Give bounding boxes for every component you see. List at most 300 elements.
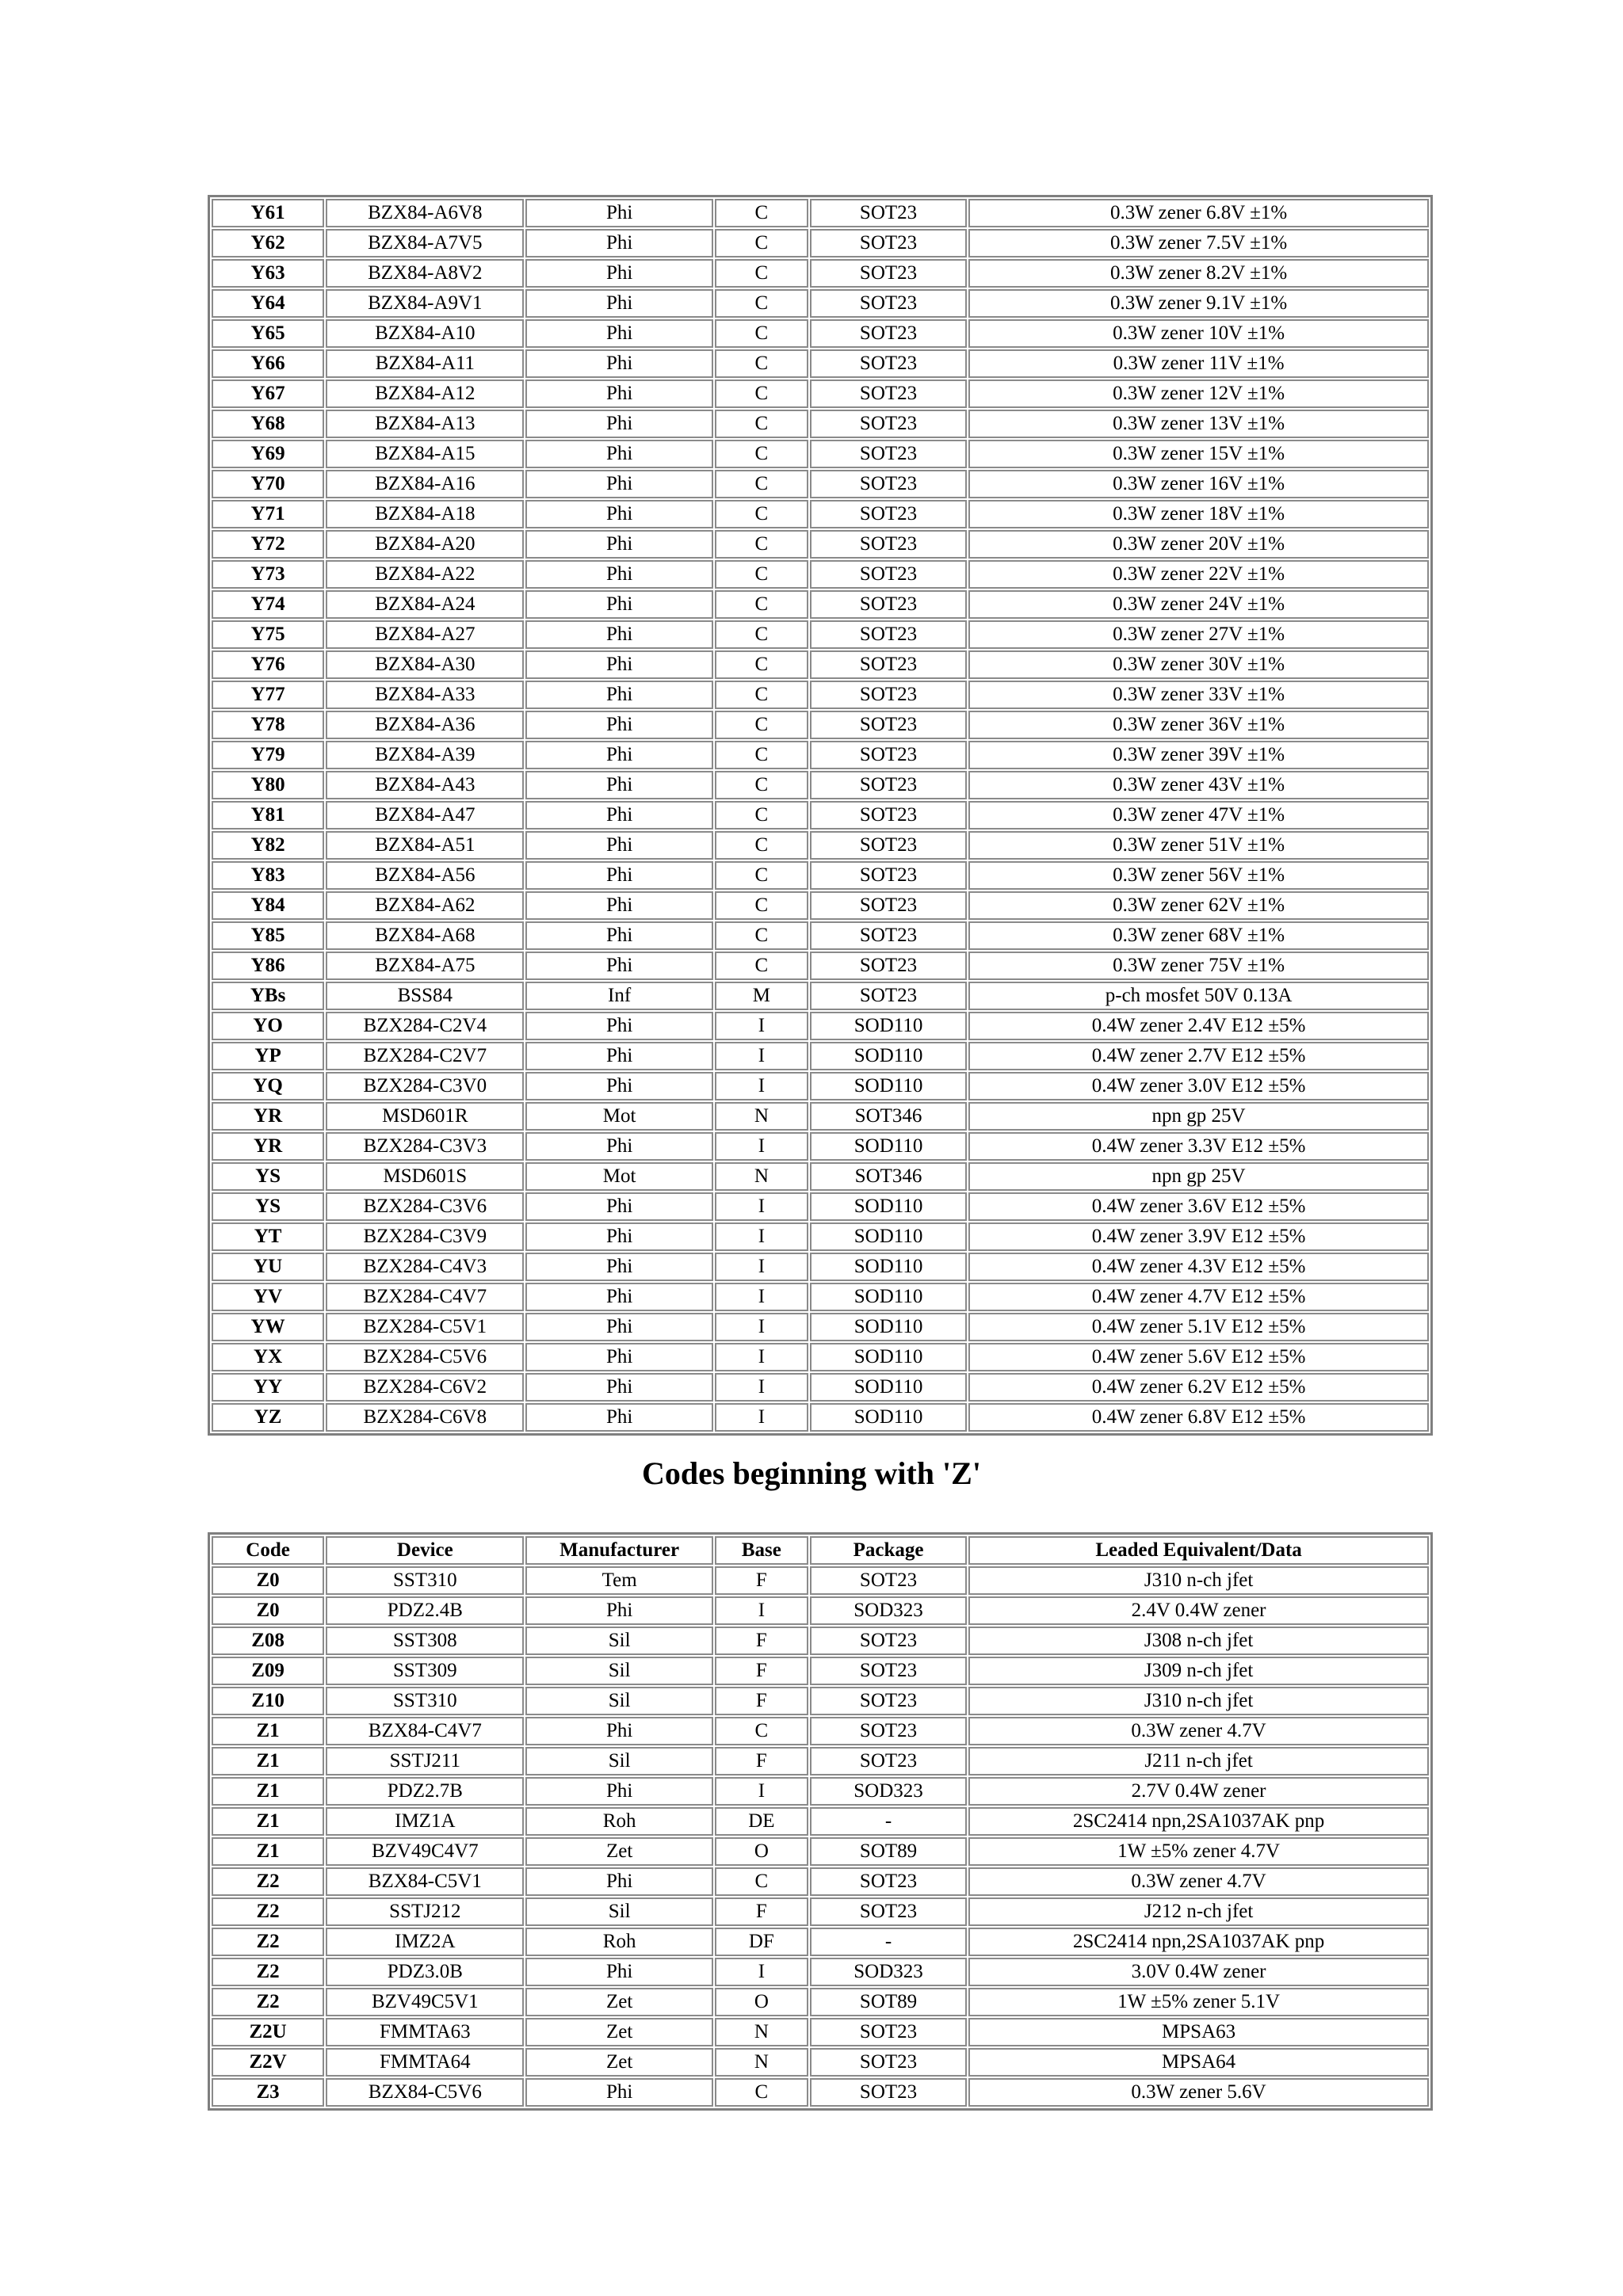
manufacturer-cell: Sil [525,1687,712,1715]
base-cell: C [715,1717,808,1745]
data-cell: J309 n-ch jfet [968,1657,1429,1685]
device-cell: BZX84-A68 [326,921,524,950]
package-cell: SOT23 [810,1867,967,1896]
base-cell: M [715,982,808,1010]
manufacturer-cell: Phi [525,952,712,980]
data-cell: 2.7V 0.4W zener [968,1777,1429,1806]
device-cell: BZX84-A9V1 [326,289,524,318]
table-row [212,2078,1429,2107]
device-cell: PDZ3.0B [326,1958,524,1986]
base-cell: O [715,1837,808,1866]
base-cell: C [715,470,808,498]
code-cell: Y80 [212,771,324,799]
data-cell: 0.3W zener 6.8V ±1% [968,199,1429,227]
code-cell: Y61 [212,199,324,227]
device-cell: BZV49C5V1 [326,1988,524,2016]
code-cell: Y77 [212,681,324,709]
header-code: Code [212,1536,324,1565]
device-cell: BZX84-A8V2 [326,259,524,288]
table-row [212,289,1429,318]
base-cell: C [715,349,808,378]
package-cell: SOT23 [810,289,967,318]
package-cell: SOT23 [810,2018,967,2046]
base-cell: F [715,1687,808,1715]
data-cell: J212 n-ch jfet [968,1897,1429,1926]
data-cell: 0.3W zener 22V ±1% [968,560,1429,589]
data-cell: 0.3W zener 75V ±1% [968,952,1429,980]
code-cell: Z1 [212,1747,324,1775]
table-row [212,1657,1429,1685]
base-cell: I [715,1958,808,1986]
device-cell: BZX84-C4V7 [326,1717,524,1745]
package-cell: SOT23 [810,831,967,860]
package-cell: SOT23 [810,1747,967,1775]
base-cell: F [715,1897,808,1926]
base-cell: C [715,2078,808,2107]
data-cell: 0.4W zener 5.1V E12 ±5% [968,1313,1429,1341]
base-cell: I [715,1313,808,1341]
data-cell: 0.4W zener 3.3V E12 ±5% [968,1132,1429,1161]
code-cell: Z09 [212,1657,324,1685]
table-row [212,530,1429,559]
base-cell: I [715,1253,808,1281]
data-cell: 0.4W zener 3.6V E12 ±5% [968,1192,1429,1221]
data-cell: 0.4W zener 3.0V E12 ±5% [968,1072,1429,1100]
device-cell: BZX84-A30 [326,650,524,679]
data-cell: 0.3W zener 9.1V ±1% [968,289,1429,318]
base-cell: C [715,681,808,709]
code-cell: YO [212,1012,324,1040]
manufacturer-cell: Phi [525,2078,712,2107]
base-cell: C [715,560,808,589]
code-cell: YR [212,1102,324,1131]
table-row [212,1596,1429,1625]
header-leaded-equivalent: Leaded Equivalent/Data [968,1536,1429,1565]
table-row [212,349,1429,378]
device-cell: BZX84-A33 [326,681,524,709]
package-cell: SOD323 [810,1596,967,1625]
package-cell: SOT23 [810,650,967,679]
manufacturer-cell: Phi [525,1343,712,1371]
manufacturer-cell: Roh [525,1807,712,1836]
device-cell: SSTJ211 [326,1747,524,1775]
manufacturer-cell: Phi [525,440,712,468]
data-cell: 0.3W zener 5.6V [968,2078,1429,2107]
package-cell: SOT23 [810,229,967,257]
table-row [212,741,1429,769]
manufacturer-cell: Phi [525,741,712,769]
device-cell: BZX284-C3V6 [326,1192,524,1221]
code-cell: Y71 [212,500,324,528]
base-cell: I [715,1072,808,1100]
data-cell: 2.4V 0.4W zener [968,1596,1429,1625]
package-cell: SOT23 [810,2048,967,2077]
base-cell: C [715,650,808,679]
manufacturer-cell: Phi [525,289,712,318]
code-cell: Y86 [212,952,324,980]
code-cell: Y64 [212,289,324,318]
code-cell: Y67 [212,379,324,408]
package-cell: SOT346 [810,1102,967,1131]
data-cell: 0.3W zener 30V ±1% [968,650,1429,679]
code-cell: Z3 [212,2078,324,2107]
manufacturer-cell: Phi [525,1403,712,1432]
code-cell: Z2 [212,1897,324,1926]
table-row [212,1132,1429,1161]
table-row [212,771,1429,799]
device-cell: BZX284-C4V7 [326,1283,524,1311]
device-cell: IMZ1A [326,1807,524,1836]
base-cell: C [715,319,808,348]
y-codes-table [208,195,1433,1436]
code-cell: YW [212,1313,324,1341]
code-cell: YBs [212,982,324,1010]
table-row [212,1373,1429,1402]
manufacturer-cell: Phi [525,1867,712,1896]
device-cell: BZX84-A22 [326,560,524,589]
package-cell: SOT23 [810,319,967,348]
header-device: Device [326,1536,524,1565]
package-cell: SOT23 [810,861,967,890]
device-cell: BZX84-A12 [326,379,524,408]
data-cell: MPSA64 [968,2048,1429,2077]
table-row [212,861,1429,890]
table-row [212,831,1429,860]
code-cell: Y70 [212,470,324,498]
manufacturer-cell: Phi [525,1222,712,1251]
data-cell: 0.4W zener 2.7V E12 ±5% [968,1042,1429,1070]
package-cell: SOD110 [810,1012,967,1040]
code-cell: Y74 [212,590,324,619]
table-row [212,199,1429,227]
table-row [212,1072,1429,1100]
table-row [212,1717,1429,1745]
base-cell: F [715,1657,808,1685]
device-cell: BZX284-C3V0 [326,1072,524,1100]
header-package: Package [810,1536,967,1565]
manufacturer-cell: Phi [525,891,712,920]
table-row [212,681,1429,709]
manufacturer-cell: Phi [525,1192,712,1221]
base-cell: C [715,861,808,890]
table-row [212,711,1429,739]
manufacturer-cell: Phi [525,1373,712,1402]
device-cell: BZX284-C4V3 [326,1253,524,1281]
table-row [212,229,1429,257]
package-cell: SOD110 [810,1343,967,1371]
manufacturer-cell: Phi [525,801,712,830]
code-cell: YT [212,1222,324,1251]
device-cell: SST310 [326,1566,524,1595]
table-row [212,1102,1429,1131]
manufacturer-cell: Phi [525,831,712,860]
z-codes-table [208,1532,1433,2111]
device-cell: BZX84-A39 [326,741,524,769]
table-row [212,1343,1429,1371]
manufacturer-cell: Phi [525,530,712,559]
base-cell: C [715,229,808,257]
device-cell: SST309 [326,1657,524,1685]
device-cell: FMMTA64 [326,2048,524,2077]
table-row [212,259,1429,288]
base-cell: C [715,440,808,468]
device-cell: BZX84-A18 [326,500,524,528]
manufacturer-cell: Zet [525,1988,712,2016]
data-cell: 0.3W zener 15V ±1% [968,440,1429,468]
manufacturer-cell: Phi [525,410,712,438]
code-cell: Y85 [212,921,324,950]
z-codes-table-body [212,1566,1429,2107]
data-cell: 0.3W zener 16V ±1% [968,470,1429,498]
table-row [212,952,1429,980]
y-codes-table-body [212,199,1429,1432]
manufacturer-cell: Phi [525,771,712,799]
code-cell: Y69 [212,440,324,468]
manufacturer-cell: Phi [525,711,712,739]
data-cell: 0.3W zener 20V ±1% [968,530,1429,559]
code-cell: Z10 [212,1687,324,1715]
base-cell: C [715,590,808,619]
data-cell: npn gp 25V [968,1102,1429,1131]
code-cell: Y63 [212,259,324,288]
package-cell: SOT23 [810,500,967,528]
device-cell: BZX284-C3V3 [326,1132,524,1161]
code-cell: Y75 [212,620,324,649]
table-row [212,1958,1429,1986]
table-row [212,2048,1429,2077]
table-row [212,1988,1429,2016]
data-cell: J310 n-ch jfet [968,1566,1429,1595]
table-row [212,1807,1429,1836]
manufacturer-cell: Phi [525,379,712,408]
base-cell: C [715,952,808,980]
manufacturer-cell: Phi [525,470,712,498]
data-cell: 0.3W zener 10V ±1% [968,319,1429,348]
table-row [212,560,1429,589]
device-cell: BZX284-C6V2 [326,1373,524,1402]
device-cell: PDZ2.7B [326,1777,524,1806]
package-cell: SOT23 [810,711,967,739]
manufacturer-cell: Zet [525,1837,712,1866]
table-row [212,801,1429,830]
code-cell: Y84 [212,891,324,920]
manufacturer-cell: Phi [525,861,712,890]
code-cell: Z2U [212,2018,324,2046]
data-cell: 0.3W zener 51V ±1% [968,831,1429,860]
base-cell: DE [715,1807,808,1836]
device-cell: BZX84-A6V8 [326,199,524,227]
package-cell: SOT23 [810,560,967,589]
code-cell: Y65 [212,319,324,348]
package-cell: SOT23 [810,620,967,649]
package-cell: - [810,1928,967,1956]
code-cell: Y78 [212,711,324,739]
code-cell: Y68 [212,410,324,438]
table-row [212,470,1429,498]
base-cell: C [715,410,808,438]
data-cell: 0.3W zener 18V ±1% [968,500,1429,528]
base-cell: C [715,741,808,769]
data-cell: 0.3W zener 36V ±1% [968,711,1429,739]
table-row [212,1928,1429,1956]
data-cell: 0.4W zener 3.9V E12 ±5% [968,1222,1429,1251]
base-cell: N [715,2018,808,2046]
device-cell: BZX84-A15 [326,440,524,468]
table-row [212,1867,1429,1896]
manufacturer-cell: Phi [525,1717,712,1745]
package-cell: SOT23 [810,349,967,378]
code-cell: Z2 [212,1988,324,2016]
package-cell: SOT23 [810,2078,967,2107]
code-cell: Z2V [212,2048,324,2077]
package-cell: SOT23 [810,1897,967,1926]
base-cell: I [715,1403,808,1432]
manufacturer-cell: Zet [525,2018,712,2046]
code-cell: Z2 [212,1867,324,1896]
device-cell: BZX284-C2V4 [326,1012,524,1040]
device-cell: BZX84-A75 [326,952,524,980]
table-row [212,2018,1429,2046]
table-row [212,1687,1429,1715]
base-cell: C [715,831,808,860]
device-cell: BZX284-C6V8 [326,1403,524,1432]
code-cell: YR [212,1132,324,1161]
base-cell: C [715,199,808,227]
device-cell: BZX84-A7V5 [326,229,524,257]
manufacturer-cell: Phi [525,1253,712,1281]
manufacturer-cell: Phi [525,229,712,257]
code-cell: Z1 [212,1777,324,1806]
code-cell: Y66 [212,349,324,378]
device-cell: BZX84-A13 [326,410,524,438]
data-cell: 0.3W zener 8.2V ±1% [968,259,1429,288]
data-cell: 0.3W zener 47V ±1% [968,801,1429,830]
data-cell: J310 n-ch jfet [968,1687,1429,1715]
code-cell: Z08 [212,1627,324,1655]
base-cell: C [715,891,808,920]
package-cell: SOD110 [810,1072,967,1100]
manufacturer-cell: Phi [525,681,712,709]
manufacturer-cell: Sil [525,1747,712,1775]
base-cell: I [715,1596,808,1625]
data-cell: p-ch mosfet 50V 0.13A [968,982,1429,1010]
package-cell: SOT23 [810,470,967,498]
manufacturer-cell: Phi [525,1958,712,1986]
package-cell: SOT23 [810,741,967,769]
base-cell: N [715,2048,808,2077]
base-cell: C [715,379,808,408]
table-row [212,921,1429,950]
package-cell: SOT23 [810,259,967,288]
device-cell: BZX84-A16 [326,470,524,498]
data-cell: 0.4W zener 6.8V E12 ±5% [968,1403,1429,1432]
device-cell: SST310 [326,1687,524,1715]
package-cell: SOD323 [810,1777,967,1806]
package-cell: SOD323 [810,1958,967,1986]
data-cell: 0.3W zener 27V ±1% [968,620,1429,649]
table-row [212,440,1429,468]
manufacturer-cell: Phi [525,921,712,950]
package-cell: SOT23 [810,379,967,408]
header-manufacturer: Manufacturer [525,1536,712,1565]
device-cell: BZX84-A20 [326,530,524,559]
package-cell: SOT23 [810,771,967,799]
base-cell: C [715,801,808,830]
base-cell: C [715,289,808,318]
base-cell: F [715,1627,808,1655]
base-cell: F [715,1566,808,1595]
device-cell: MSD601R [326,1102,524,1131]
manufacturer-cell: Tem [525,1566,712,1595]
table-row [212,891,1429,920]
device-cell: BZX84-A43 [326,771,524,799]
base-cell: I [715,1132,808,1161]
data-cell: 0.4W zener 5.6V E12 ±5% [968,1343,1429,1371]
package-cell: SOT23 [810,1627,967,1655]
table-row [212,1897,1429,1926]
code-cell: Z0 [212,1596,324,1625]
package-cell: SOT23 [810,891,967,920]
device-cell: MSD601S [326,1162,524,1191]
code-cell: Z1 [212,1717,324,1745]
package-cell: SOD110 [810,1253,967,1281]
code-cell: YP [212,1042,324,1070]
data-cell: J308 n-ch jfet [968,1627,1429,1655]
package-cell: SOD110 [810,1192,967,1221]
package-cell: SOD110 [810,1313,967,1341]
device-cell: BZX284-C2V7 [326,1042,524,1070]
package-cell: SOT23 [810,410,967,438]
data-cell: 0.4W zener 4.7V E12 ±5% [968,1283,1429,1311]
code-cell: Z0 [212,1566,324,1595]
code-cell: Z1 [212,1807,324,1836]
manufacturer-cell: Phi [525,620,712,649]
data-cell: 0.3W zener 33V ±1% [968,681,1429,709]
data-cell: 0.3W zener 62V ±1% [968,891,1429,920]
base-cell: C [715,500,808,528]
base-cell: C [715,771,808,799]
table-row [212,1566,1429,1595]
manufacturer-cell: Mot [525,1102,712,1131]
table-row [212,1192,1429,1221]
code-cell: YZ [212,1403,324,1432]
manufacturer-cell: Phi [525,199,712,227]
manufacturer-cell: Phi [525,1042,712,1070]
code-cell: YV [212,1283,324,1311]
code-cell: YS [212,1192,324,1221]
code-cell: Y73 [212,560,324,589]
data-cell: 2SC2414 npn,2SA1037AK pnp [968,1928,1429,1956]
table-row [212,1222,1429,1251]
device-cell: BZX284-C5V6 [326,1343,524,1371]
package-cell: SOT23 [810,921,967,950]
data-cell: 0.3W zener 4.7V [968,1867,1429,1896]
code-cell: Z2 [212,1928,324,1956]
device-cell: BZX84-C5V1 [326,1867,524,1896]
base-cell: DF [715,1928,808,1956]
code-cell: YY [212,1373,324,1402]
data-cell: 3.0V 0.4W zener [968,1958,1429,1986]
package-cell: SOD110 [810,1403,967,1432]
base-cell: N [715,1102,808,1131]
base-cell: C [715,530,808,559]
data-cell: 1W ±5% zener 5.1V [968,1988,1429,2016]
package-cell: SOT23 [810,982,967,1010]
code-cell: Y79 [212,741,324,769]
device-cell: BZX284-C5V1 [326,1313,524,1341]
manufacturer-cell: Roh [525,1928,712,1956]
package-cell: SOD110 [810,1132,967,1161]
